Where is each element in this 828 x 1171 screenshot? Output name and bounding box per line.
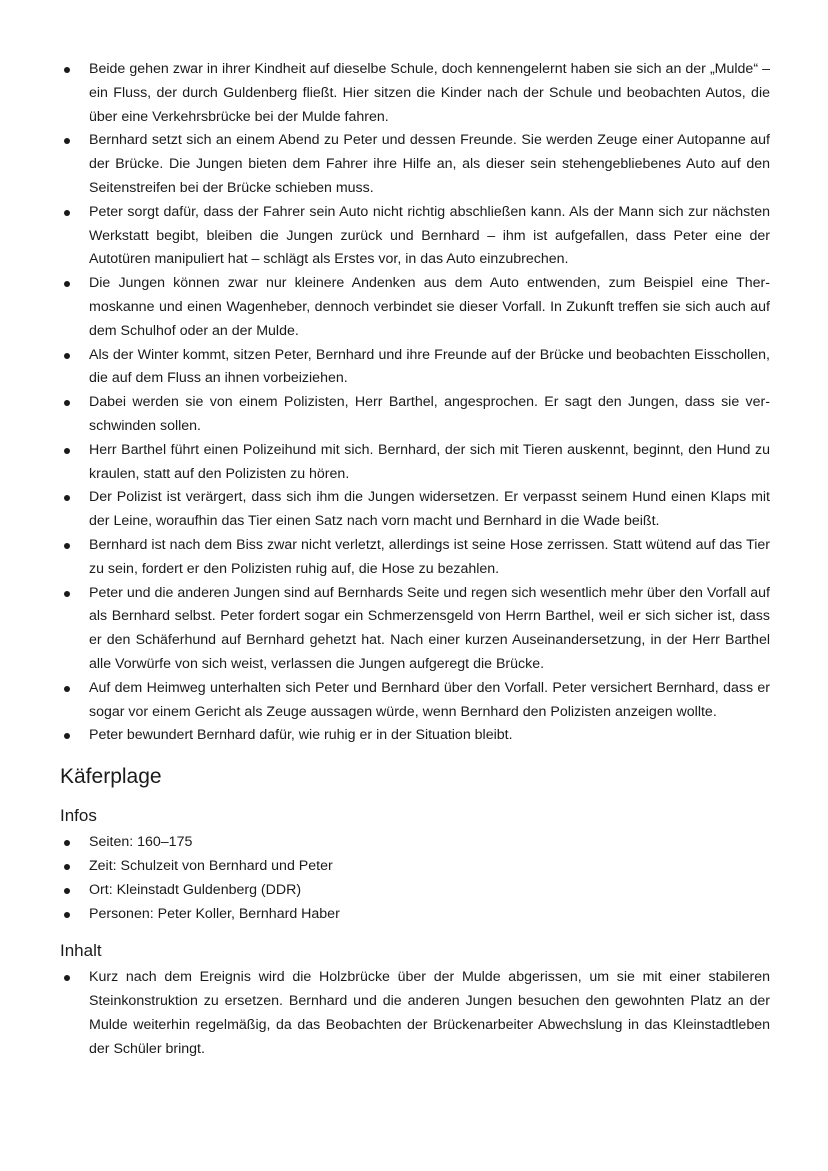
bullet-dot-icon <box>64 67 70 73</box>
info-item <box>60 903 770 927</box>
bullet-item <box>60 582 770 677</box>
bullet-text: Beide gehen zwar in ihrer Kindheit auf dieselbe Schule, doch kennengelernt haben sie sich an der „Mulde“ – ein Fluss, der durch Guldenberg fließt. Hier sitzen die Kinder nach der Schule und beobachten Autos, die über eine Verkehrsbrücke bei der Mulde fahren. <box>89 61 770 125</box>
bullet-dot-icon <box>64 495 70 501</box>
info-item <box>60 831 770 855</box>
bullet-dot-icon <box>64 733 70 739</box>
bullet-text: Auf dem Heimweg unterhalten sich Peter und Bernhard über den Vorfall. Peter versichert Bernhard, dass er sogar vor einem Gericht als Zeuge aussagen würde, wenn Bernhard den Polizisten anzeigen wollte. <box>89 679 770 720</box>
bullet-dot-icon <box>64 281 70 287</box>
bullet-item <box>60 272 770 343</box>
bullet-dot-icon <box>64 840 70 846</box>
bullet-item <box>60 58 770 129</box>
bullet-item <box>60 486 770 534</box>
bullet-item <box>60 439 770 487</box>
intro-bullet-list <box>60 58 770 748</box>
bullet-text: Als der Winter kommt, sitzen Peter, Bernhard und ihre Freunde auf der Brücke und beobachten Eisschollen, die auf dem Fluss an ihnen vorbeiziehen. <box>89 346 770 387</box>
info-text: Seiten: 160–175 <box>89 834 193 851</box>
bullet-dot-icon <box>64 400 70 406</box>
bullet-item <box>60 677 770 725</box>
content-heading: Inhalt <box>60 941 102 961</box>
content-list <box>60 966 770 1061</box>
bullet-dot-icon <box>64 686 70 692</box>
bullet-dot-icon <box>64 912 70 918</box>
info-text: Ort: Kleinstadt Guldenberg (DDR) <box>89 881 302 898</box>
bullet-dot-icon <box>64 210 70 216</box>
content-text: Kurz nach dem Ereignis wird die Holzbrücke über der Mulde abgerissen, um sie mit einer stabileren Steinkonstruktion zu ersetzen. Bernhard und die anderen Jungen besuchen den gewohnten Platz an der Mulde weiterhin regelmäßig, da das Beobachten der Brückenarbeiter Abwechslung in das Kleinstadtleben der Schüler bringt. <box>89 969 770 1057</box>
bullet-item <box>60 344 770 392</box>
bullet-dot-icon <box>64 975 70 981</box>
bullet-item <box>60 201 770 272</box>
bullet-text: Peter und die anderen Jungen sind auf Bernhards Seite und regen sich wesentlich mehr über den Vorfall auf als Bernhard selbst. Peter fordert sogar ein Schmerzensgeld von Herrn Barthel, weil er sich sicher ist, dass er den Schäferhund auf Bernhard gehetzt hat. Nach einer kurzen Auseinandersetzung, in der Herr Barthel alle Vorwürfe von sich weist, verlassen die Jungen aufgeregt die Brücke. <box>89 584 770 672</box>
section-title: Käferplage <box>60 765 162 789</box>
info-item <box>60 879 770 903</box>
info-item <box>60 855 770 879</box>
bullet-dot-icon <box>64 138 70 144</box>
bullet-dot-icon <box>64 591 70 597</box>
bullet-item <box>60 534 770 582</box>
bullet-dot-icon <box>64 353 70 359</box>
info-text: Personen: Peter Koller, Bernhard Haber <box>89 905 340 922</box>
info-text: Zeit: Schulzeit von Bernhard und Peter <box>89 857 333 874</box>
bullet-dot-icon <box>64 543 70 549</box>
bullet-item <box>60 724 770 748</box>
infos-heading: Infos <box>60 806 97 826</box>
content-item <box>60 966 770 1061</box>
bullet-text: Herr Barthel führt einen Polizeihund mit sich. Bernhard, der sich mit Tieren auskennt, beginnt, den Hund zu kraulen, statt auf den Polizisten zu hören. <box>89 441 770 482</box>
bullet-text: Die Jungen können zwar nur kleinere Andenken aus dem Auto entwenden, zum Beispiel eine Thermoskanne und einen Wagenheber, dennoch verbindet sie dieser Vorfall. In Zukunft treffen sie sich auch auf dem Schulhof oder an der Mulde. <box>89 275 770 339</box>
infos-list <box>60 831 770 926</box>
bullet-dot-icon <box>64 864 70 870</box>
bullet-text: Peter sorgt dafür, dass der Fahrer sein Auto nicht richtig abschließen kann. Als der Mann sich zur nächsten Werkstatt begibt, bleiben die Jungen zurück und Bernhard – ihm ist aufgefallen, dass Peter eine der Autotüren manipuliert hat – schlägt als Erstes vor, in das Auto einzubrechen. <box>89 203 770 268</box>
bullet-text: Dabei werden sie von einem Polizisten, Herr Barthel, angesprochen. Er sagt den Jungen, dass sie verschwinden sollen. <box>89 394 770 434</box>
bullet-dot-icon <box>64 888 70 894</box>
bullet-text: Peter bewundert Bernhard dafür, wie ruhig er in der Situation bleibt. <box>89 727 513 744</box>
bullet-text: Der Polizist ist verärgert, dass sich ihm die Jungen widersetzen. Er verpasst seinem Hund einen Klaps mit der Leine, woraufhin das Tier einen Satz nach vorn macht und Bernhard in die Wade beißt. <box>89 489 770 530</box>
bullet-text: Bernhard ist nach dem Biss zwar nicht verletzt, allerdings ist seine Hose zerrissen. Statt wütend auf das Tier zu sein, fordert er den Polizisten ruhig auf, die Hose zu bezahlen. <box>89 536 770 577</box>
bullet-item <box>60 391 770 439</box>
bullet-text: Bernhard setzt sich an einem Abend zu Peter und dessen Freunde. Sie werden Zeuge einer Autopanne auf der Brücke. Die Jungen bieten dem Fahrer ihre Hilfe an, als dieser sein stehengebliebenes Auto auf den Seitenstreifen bei der Brücke schieben muss. <box>89 132 770 196</box>
bullet-dot-icon <box>64 448 70 454</box>
bullet-item <box>60 129 770 200</box>
